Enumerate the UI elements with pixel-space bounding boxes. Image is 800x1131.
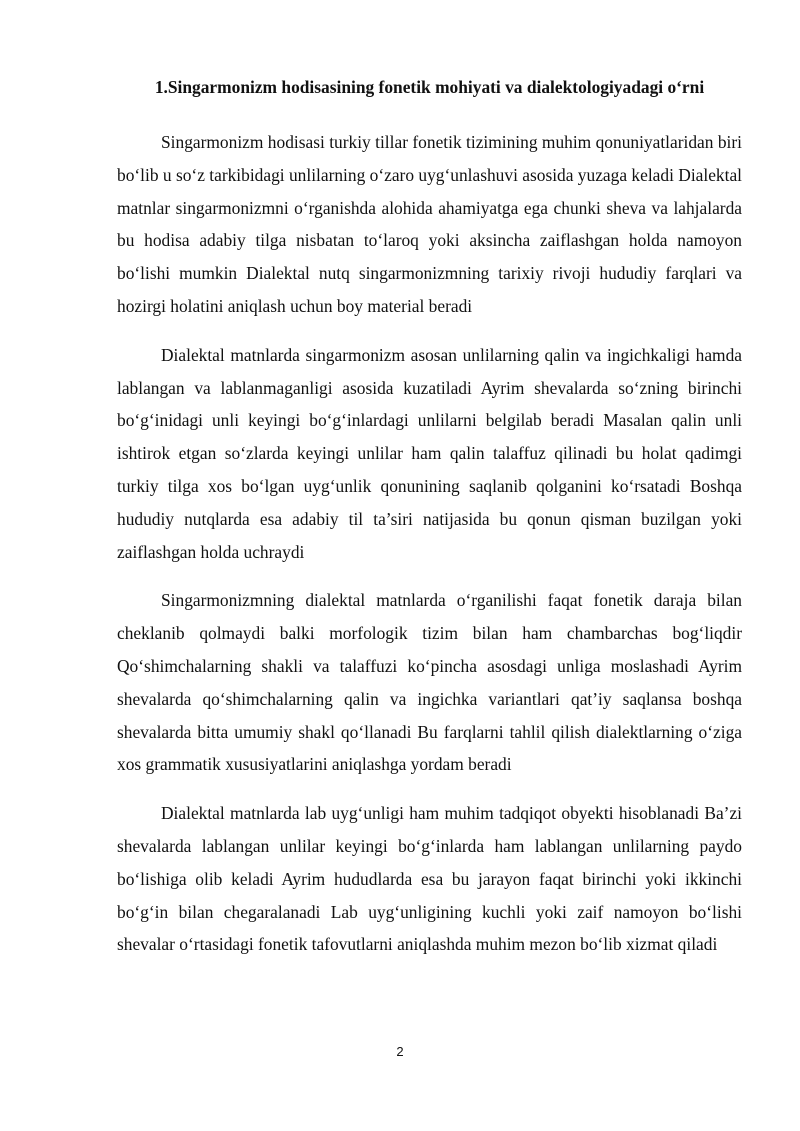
paragraph-2: Dialektal matnlarda singarmonizm asosan unlilarning qalin va ingichkaligi hamda lablangan va lablanmaganligi asosida kuzatiladi Ayrim shevalarda so‘zning birinchi bo‘g‘inidagi unli keyingi bo‘g‘inlardagi unlilarni belgilab beradi Masalan qalin unli ishtirok etgan so‘zlarda keyingi unlilar ham qalin talaffuz qilinadi bu holat qadimgi turkiy tilga xos bo‘lgan uyg‘unlik qonunining saqlanib qolganini ko‘rsatadi Boshqa hududiy nutqlarda esa adabiy til ta’siri natijasida bu qonun qisman buzilgan yoki zaiflashgan holda uchraydi <box>117 344 742 562</box>
paragraph-4: Dialektal matnlarda lab uyg‘unligi ham muhim tadqiqot obyekti hisoblanadi Ba’zi shevalarda lablangan unlilar keyingi bo‘g‘inlarda ham lablangan unlilarning paydo bo‘lishiga olib keladi Ayrim hududlarda esa bu jarayon faqat birinchi yoki ikkinchi bo‘g‘in bilan chegaralanadi Lab uyg‘unligining kuchli yoki zaif namoyon bo‘lishi shevalar o‘rtasidagi fonetik tafovutlarni aniqlashda muhim mezon bo‘lib xizmat qiladi <box>117 803 742 955</box>
paragraph-1: Singarmonizm hodisasi turkiy tillar fonetik tizimining muhim qonuniyatlaridan biri bo‘lib u so‘z tarkibidagi unlilarning o‘zaro uyg‘unlashuvi asosida yuzaga keladi Dialektal matnlar singarmonizmni o‘rganishda alohida ahamiyatga ega chunki sheva va lahjalarda bu hodisa adabiy tilga nisbatan to‘laroq yoki aksincha zaiflashgan holda namoyon bo‘lishi mumkin Dialektal nutq singarmonizmning tarixiy rivoji hududiy farqlari va hozirgi holatini aniqlash uchun boy material beradi <box>117 132 742 316</box>
body-text <box>117 126 742 977</box>
section-heading: 1.Singarmonizm hodisasining fonetik mohiyati va dialektologiyadagi o‘rni <box>154 77 705 97</box>
page-number: 2 <box>396 1044 404 1059</box>
paragraph-3: Singarmonizmning dialektal matnlarda o‘rganilishi faqat fonetik daraja bilan cheklanib qolmaydi balki morfologik tizim bilan ham chambarchas bog‘liqdir Qo‘shimchalarning shakli va talaffuzi ko‘pincha asosdagi unliga moslashadi Ayrim shevalarda qo‘shimchalarning qalin va ingichka variantlari qat’iy saqlansa boshqa shevalarda bitta umumiy shakl qo‘llanadi Bu farqlarni tahlil qilish dialektlarning o‘ziga xos grammatik xususiyatlarini aniqlashga yordam beradi <box>117 590 742 775</box>
